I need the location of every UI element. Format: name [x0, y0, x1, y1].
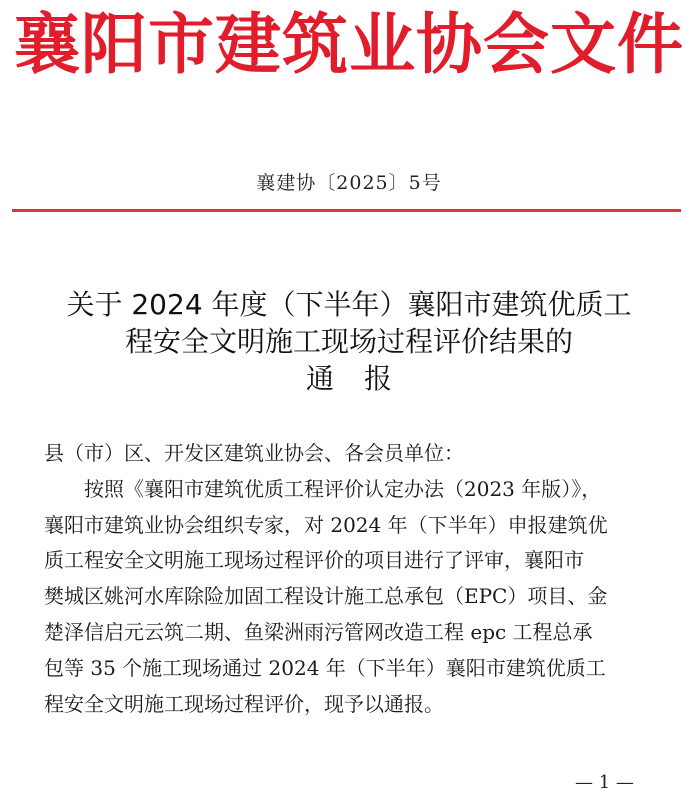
document-masthead: 襄阳市建筑业协会文件 [14, 5, 684, 83]
body-line: 程安全文明施工现场过程评价，现予以通报。 [44, 691, 444, 716]
title-line-2: 程安全文明施工现场过程评价结果的 [124, 325, 573, 358]
document-number: 襄建协〔2025〕5号 [256, 172, 442, 194]
page-number: — 1 — [575, 772, 634, 793]
body-line: 樊城区姚河水库除险加固工程设计施工总承包（EPC）项目、金 [44, 584, 608, 609]
body-line: 质工程安全文明施工现场过程评价的项目进行了评审，襄阳市 [44, 548, 584, 573]
body-line: 包等 35 个施工现场通过 2024 年（下半年）襄阳市建筑优质工 [44, 655, 606, 680]
document-body [44, 436, 658, 722]
red-divider-line [12, 209, 681, 212]
body-line: 按照《襄阳市建筑优质工程评价认定办法（2023 年版）》， [84, 476, 602, 501]
salutation: 县（市）区、开发区建筑业协会、各会员单位： [44, 441, 464, 465]
title-line-3: 通报 [305, 362, 422, 395]
title-line-1: 关于 2024 年度（下半年）襄阳市建筑优质工 [66, 288, 632, 321]
body-line: 楚泽信启元云筑二期、鱼梁洲雨污管网改造工程 epc 工程总承 [44, 619, 593, 644]
body-line: 襄阳市建筑业协会组织专家，对 2024 年（下半年）申报建筑优 [44, 512, 608, 537]
document-title [0, 286, 698, 397]
